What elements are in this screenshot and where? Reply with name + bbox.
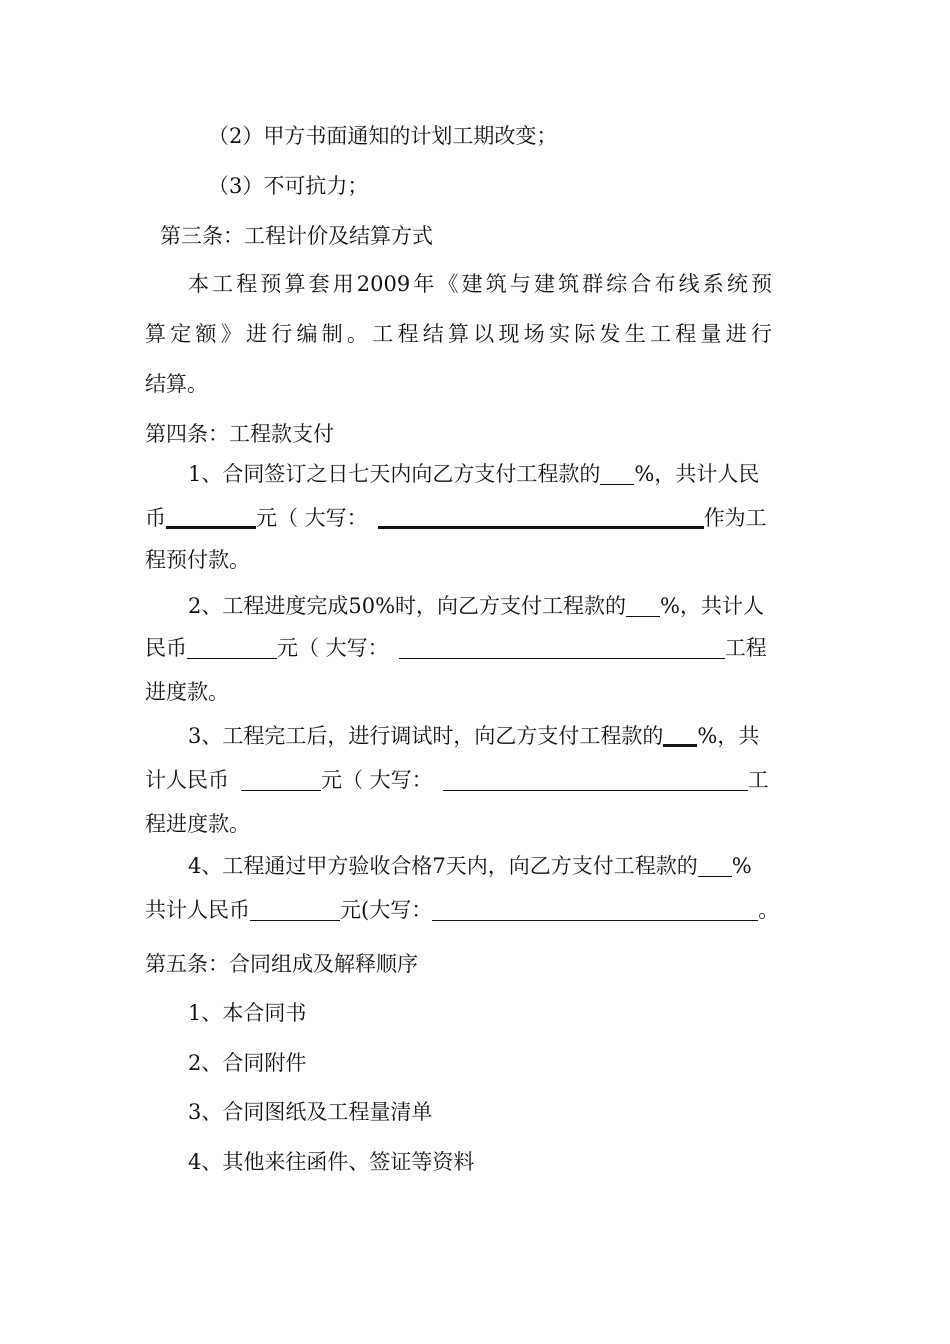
payment-3-line-1 (188, 726, 759, 747)
payment-3-percent-text: %，共 (697, 724, 760, 748)
clause-item-2: （2）甲方书面通知的计划工期改变； (208, 124, 558, 148)
article-5-item-2: 2、合同附件 (188, 1051, 307, 1075)
payment-1-words-label: 元（ 大写： (256, 506, 368, 530)
article-4-title: 第四条：工程款支付 (145, 422, 334, 446)
percent-blank-4[interactable] (698, 858, 732, 877)
article-5-title: 第五条：合同组成及解释顺序 (145, 952, 418, 976)
payment-3-line-3: 程进度款。 (145, 812, 250, 836)
payment-2-text: 2、工程进度完成50%时，向乙方支付工程款的 (188, 594, 627, 618)
article-3-line-2 (145, 324, 772, 345)
payment-2-percent-text: %，共计人 (660, 594, 765, 618)
payment-4-line-1 (188, 856, 752, 877)
payment-2-words-label: 元（ 大写： (277, 636, 389, 660)
payment-1-purpose: 作为工 (703, 506, 767, 530)
words-blank-1[interactable] (378, 508, 704, 529)
article-5-item-4: 4、其他来往函件、签证等资料 (188, 1150, 475, 1174)
payment-4-line-2 (145, 900, 779, 921)
payment-1-text: 1、合同签订之日七天内向乙方支付工程款的 (188, 462, 601, 486)
article-3-text-1: 本工程预算套用2009年《建筑与建筑群综合布线系统预 (188, 272, 772, 296)
words-blank-3[interactable] (443, 772, 748, 791)
payment-2-line-2 (145, 638, 767, 659)
payment-1-currency: 币 (145, 506, 166, 530)
payment-2-purpose: 工程 (724, 636, 767, 660)
payment-1-line-2 (145, 508, 767, 529)
payment-4-currency: 共计人民币 (145, 898, 250, 922)
payment-3-purpose: 工 (747, 768, 769, 792)
words-blank-4[interactable] (432, 902, 758, 921)
clause-item-3: （3）不可抗力； (208, 174, 369, 198)
amount-blank-2[interactable] (187, 640, 277, 659)
payment-3-currency: 计人民币 (145, 768, 229, 792)
payment-3-line-2 (145, 770, 769, 791)
payment-4-percent-text: % (731, 854, 752, 878)
words-blank-2[interactable] (399, 640, 725, 659)
percent-blank-1[interactable] (600, 466, 634, 485)
article-3-title: 第三条：工程计价及结算方式 (160, 224, 433, 248)
payment-2-currency: 民币 (145, 636, 187, 660)
payment-3-words-label: 元（ 大写： (321, 768, 433, 792)
payment-1-line-1 (188, 464, 759, 485)
payment-1-percent-text: %，共计人民 (634, 462, 760, 486)
payment-4-words-label: 元(大写： (340, 898, 433, 922)
amount-blank-3[interactable] (241, 772, 321, 791)
percent-blank-2[interactable] (626, 598, 660, 617)
article-5-item-1: 1、本合同书 (188, 1001, 307, 1025)
article-3-line-3: 结算。 (145, 372, 208, 396)
payment-4-text: 4、工程通过甲方验收合格7天内，向乙方支付工程款的 (188, 854, 698, 878)
payment-3-text: 3、工程完工后，进行调试时，向乙方支付工程款的 (188, 724, 664, 748)
amount-blank-4[interactable] (250, 902, 340, 921)
payment-4-end: 。 (758, 898, 780, 922)
payment-2-line-1 (188, 596, 764, 617)
article-3-line-1 (188, 274, 772, 295)
payment-2-line-3: 进度款。 (145, 680, 229, 704)
percent-blank-3[interactable] (663, 726, 697, 747)
payment-1-line-3: 程预付款。 (145, 548, 250, 572)
amount-blank-1[interactable] (166, 508, 256, 529)
article-3-text-2: 算定额》进行编制。工程结算以现场实际发生工程量进行 (145, 322, 772, 346)
article-5-item-3: 3、合同图纸及工程量清单 (188, 1100, 433, 1124)
